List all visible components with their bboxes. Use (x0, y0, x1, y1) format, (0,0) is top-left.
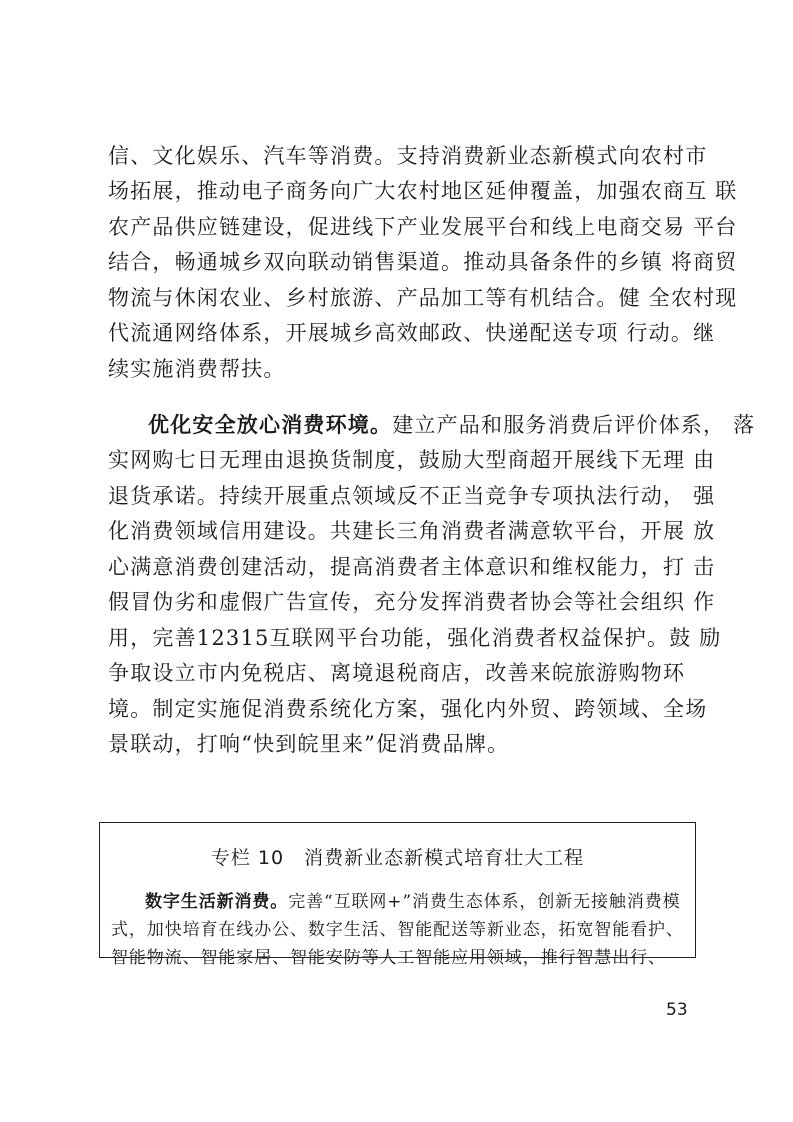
page-number: 53 (666, 1000, 688, 1020)
body-line: 信、文化娱乐、汽车等消费。支持消费新业态新模式向农村市 (108, 144, 708, 168)
body-line: 假冒伪劣和虚假广告宣传，充分发挥消费者协会等社会组织 作 (108, 590, 716, 614)
body-line: 景联动，打响“快到皖里来”促消费品牌。 (108, 732, 510, 756)
body-line: 实网购七日无理由退换货制度，鼓励大型商超开展线下无理 由 (108, 448, 716, 472)
column-box (99, 822, 696, 968)
column-box-first-line (145, 889, 681, 915)
paragraph-heading: 优化安全放心消费环境。 (148, 412, 393, 437)
body-line: 农产品供应链建设，促进线下产业发展平台和线上电商交易 平台 (108, 215, 738, 239)
column-box-line: 智能物流、智能家居、智能安防等人工智能应用领域，推行智慧出行、 (111, 948, 666, 968)
body-text: 建立产品和服务消费后评价体系， 落 (392, 413, 756, 437)
column-box-line: 式，加快培育在线办公、数字生活、智能配送等新业态，拓宽智能看护、 (111, 920, 684, 940)
body-line: 续实施消费帮扶。 (108, 357, 286, 381)
body-line: 物流与休闲农业、乡村旅游、产品加工等有机结合。健 全农村现 (108, 286, 738, 310)
column-box-text: 完善“互联网+”消费生态体系，创新无接触消费模 (288, 892, 681, 912)
body-line: 场拓展，推动电子商务向广大农村地区延伸覆盖，加强农商互 联 (108, 179, 738, 203)
body-line: 退货承诺。持续开展重点领域反不正当竞争专项执法行动， 强 (108, 484, 716, 508)
body-line: 用，完善12315互联网平台功能，强化消费者权益保护。鼓 励 (108, 626, 722, 650)
body-line: 争取设立市内免税店、离境退税商店，改善来皖旅游购物环 (108, 661, 686, 685)
body-line: 境。制定实施促消费系统化方案，强化内外贸、跨领域、全场 (108, 697, 708, 721)
paragraph-first-line (148, 410, 755, 440)
column-box-heading: 数字生活新消费。 (145, 892, 289, 912)
body-line: 心满意消费创建活动，提高消费者主体意识和维权能力，打 击 (108, 555, 716, 579)
body-line: 化消费领域信用建设。共建长三角消费者满意软平台，开展 放 (108, 519, 716, 543)
body-line: 代流通网络体系，开展城乡高效邮政、快递配送专项 行动。继 (108, 321, 716, 345)
body-line: 结合，畅通城乡双向联动销售渠道。推动具备条件的乡镇 将商贸 (108, 250, 738, 274)
column-box-title: 专栏 10 消费新业态新模式培育壮大工程 (210, 847, 585, 869)
